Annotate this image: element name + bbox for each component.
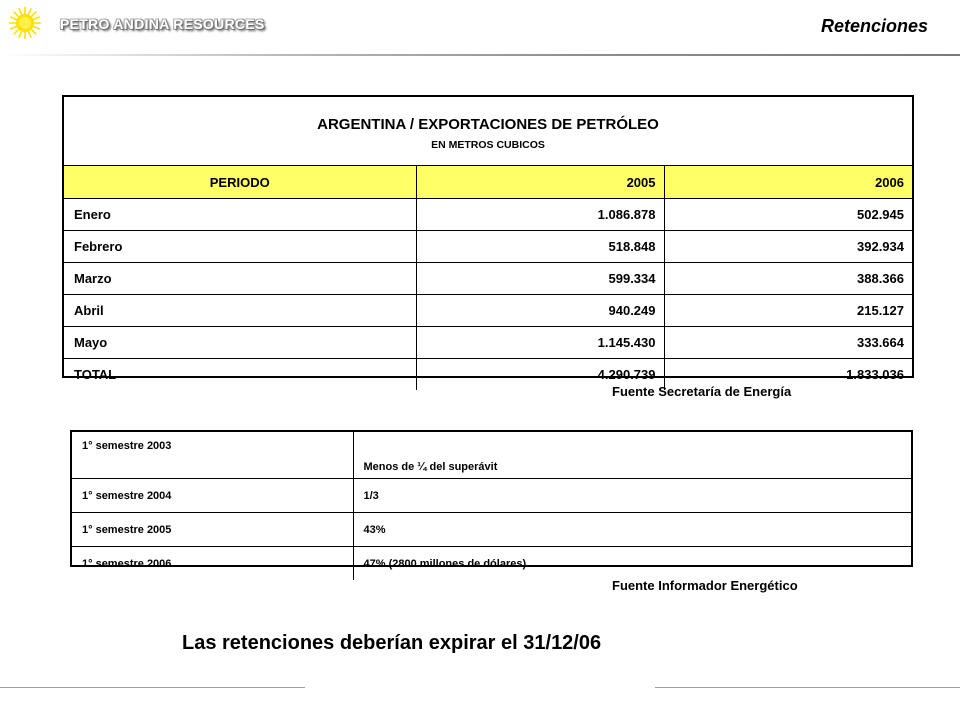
value-2006-cell: 215.127 (664, 295, 912, 327)
exports-title: ARGENTINA / EXPORTACIONES DE PETRÓLEO (317, 115, 659, 133)
column-header-2005: 2005 (416, 166, 664, 199)
column-header-2006: 2006 (664, 166, 912, 199)
exports-subtitle: EN METROS CUBICOS (431, 138, 545, 151)
header (0, 0, 960, 56)
period-cell: TOTAL (64, 359, 416, 391)
surplus-table (70, 430, 913, 570)
header-divider (0, 54, 960, 56)
table-row (64, 199, 912, 231)
value-2005-cell: 940.249 (416, 295, 664, 327)
value-2005-cell: 1.145.430 (416, 327, 664, 359)
value-2005-cell: 1.086.878 (416, 199, 664, 231)
exports-title-row (64, 97, 912, 166)
exports-source: Fuente Secretaría de Energía (612, 384, 792, 399)
conclusion-statement: Las retenciones deberían expirar el 31/12/06 (182, 632, 602, 654)
value-2006-cell: 502.945 (664, 199, 912, 231)
period-cell: Febrero (64, 231, 416, 263)
semester-cell: 1° semestre 2003 (72, 432, 353, 479)
value-2006-cell: 333.664 (664, 327, 912, 359)
table-row (72, 547, 911, 581)
value-2005-cell: 599.334 (416, 263, 664, 295)
share-cell: 47% (2800 millones de dólares) (353, 547, 911, 581)
footer-divider-left (0, 687, 305, 688)
period-cell: Mayo (64, 327, 416, 359)
value-2006-cell: 1.833.036 (664, 359, 912, 391)
semester-cell: 1° semestre 2004 (72, 479, 353, 513)
semester-cell: 1° semestre 2005 (72, 513, 353, 547)
exports-header-row (64, 166, 912, 199)
table-row (72, 479, 911, 513)
table-row (64, 295, 912, 327)
value-2005-cell: 518.848 (416, 231, 664, 263)
table-row (64, 263, 912, 295)
table-row (72, 513, 911, 547)
table-row (64, 327, 912, 359)
value-2006-cell: 392.934 (664, 231, 912, 263)
table-row (72, 432, 911, 479)
period-cell: Enero (64, 199, 416, 231)
table-row (64, 231, 912, 263)
page-title: Retenciones (820, 16, 928, 36)
period-cell: Abril (64, 295, 416, 327)
column-header-period: PERIODO (64, 166, 416, 199)
value-2006-cell: 388.366 (664, 263, 912, 295)
share-cell: 1/3 (353, 479, 911, 513)
share-cell: 43% (353, 513, 911, 547)
footer-divider-right (655, 687, 960, 688)
surplus-source: Fuente Informador Energético (612, 578, 798, 593)
company-name: PETRO ANDINA RESOURCES (60, 16, 265, 32)
period-cell: Marzo (64, 263, 416, 295)
value-2005-cell: 4.290.739 (416, 359, 664, 391)
semester-cell: 1° semestre 2006 (72, 547, 353, 581)
share-cell: Menos de ¼ del superávit (353, 432, 911, 479)
sun-icon (8, 6, 42, 40)
exports-table (62, 95, 914, 382)
